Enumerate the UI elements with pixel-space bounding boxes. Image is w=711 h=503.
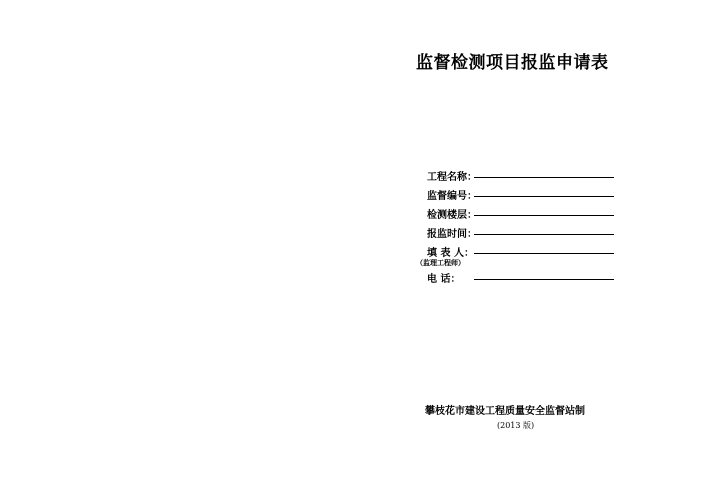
page-title: 监督检测项目报监申请表: [416, 53, 609, 73]
field-label: 填 表 人：: [427, 248, 474, 259]
field-label: 工程名称：: [427, 172, 477, 183]
field-label: 报监时间：: [427, 229, 477, 240]
report-time-blank[interactable]: [474, 234, 614, 235]
form-version: (2013 版): [497, 421, 535, 430]
field-label: 监督编号：: [427, 191, 477, 202]
supervising-engineer-note: （监理工程师）: [416, 259, 465, 267]
field-label: 电 话：: [427, 274, 461, 285]
filled-by-blank[interactable]: [474, 253, 614, 254]
field-label: 检测楼层：: [427, 210, 477, 221]
project-name-blank[interactable]: [474, 177, 614, 178]
supervision-number-blank[interactable]: [474, 196, 614, 197]
phone-blank[interactable]: [474, 279, 614, 280]
field-phone: [416, 270, 646, 289]
inspection-floor-blank[interactable]: [474, 215, 614, 216]
issuing-organization: 攀枝花市建设工程质量安全监督站制: [425, 406, 585, 417]
